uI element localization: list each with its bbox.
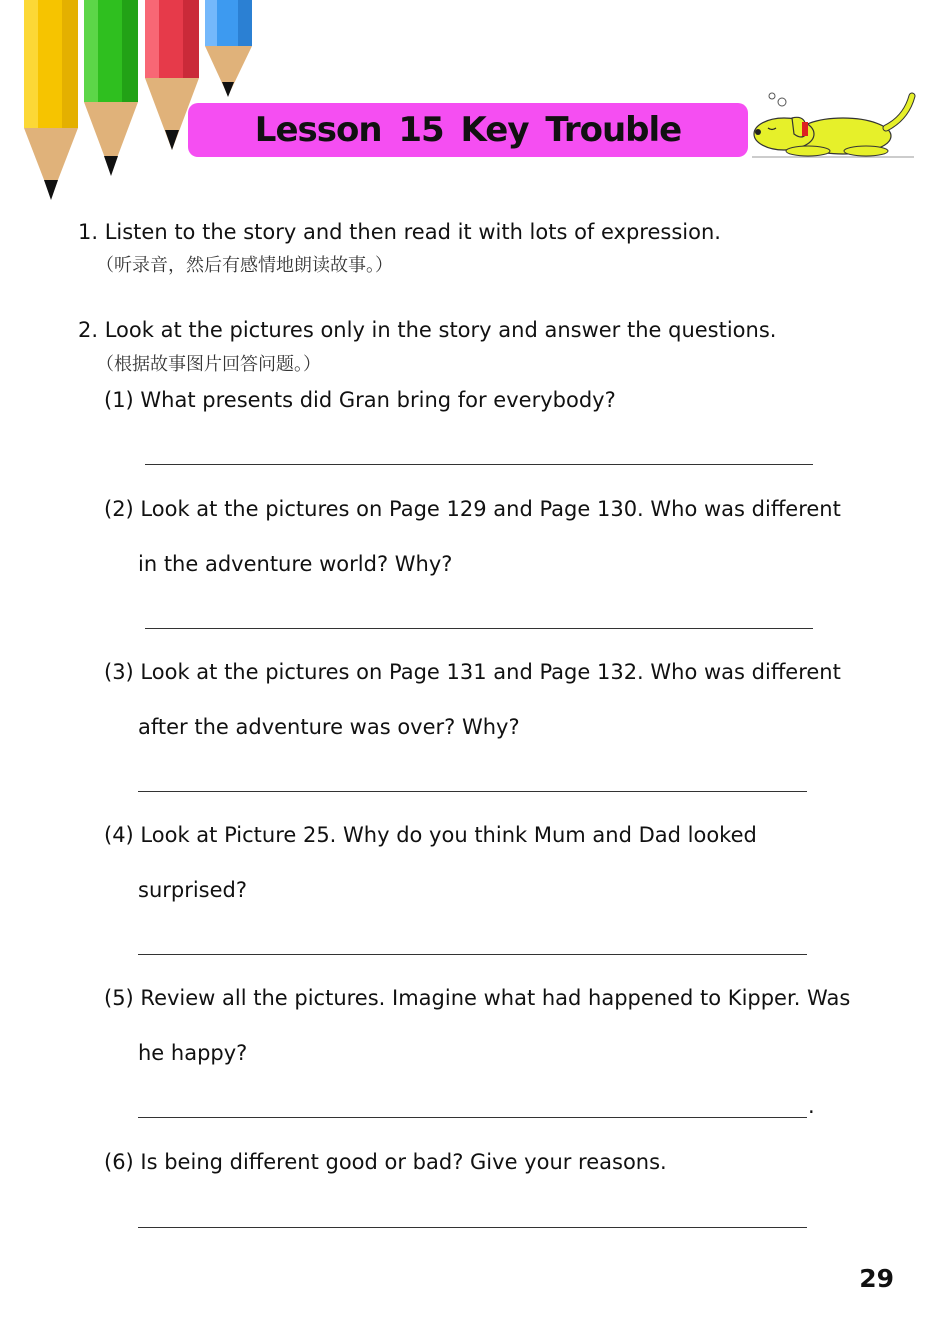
answer-line-4[interactable] xyxy=(138,954,807,955)
answer-line-3[interactable] xyxy=(138,791,807,792)
question-4: (4) Look at Picture 25. Why do you think Mum and Dad looked xyxy=(104,823,757,847)
blue-pencil-icon xyxy=(205,0,252,97)
yellow-pencil-icon xyxy=(24,0,78,200)
question-2: (2) Look at the pictures on Page 129 and Page 130. Who was different xyxy=(104,497,841,521)
instruction-1-chinese: （听录音，然后有感情地朗读故事。） xyxy=(96,255,393,276)
page-title: Lesson 15 Key Trouble xyxy=(254,110,682,150)
question-6: (6) Is being different good or bad? Give your reasons. xyxy=(104,1150,667,1174)
answer-line-5[interactable] xyxy=(138,1117,807,1118)
answer-line-1[interactable] xyxy=(145,464,813,465)
instruction-2-chinese: （根据故事图片回答问题。） xyxy=(96,354,321,375)
question-5: (5) Review all the pictures. Imagine what had happened to Kipper. Was xyxy=(104,986,851,1010)
instruction-1: 1. Listen to the story and then read it with lots of expression. xyxy=(78,220,721,244)
question-3-continued: after the adventure was over? Why? xyxy=(138,715,520,739)
question-1: (1) What presents did Gran bring for everybody? xyxy=(104,388,616,412)
question-2-continued: in the adventure world? Why? xyxy=(138,552,453,576)
green-pencil-icon xyxy=(84,0,138,176)
answer-line-5-period: . xyxy=(808,1094,815,1118)
title-banner xyxy=(188,103,748,157)
question-4-continued: surprised? xyxy=(138,878,248,902)
question-5-continued: he happy? xyxy=(138,1041,248,1065)
answer-line-6[interactable] xyxy=(138,1227,807,1228)
sleeping-dog-icon xyxy=(748,88,918,160)
instruction-2: 2. Look at the pictures only in the story and answer the questions. xyxy=(78,318,777,342)
question-3: (3) Look at the pictures on Page 131 and Page 132. Who was different xyxy=(104,660,841,684)
page-number: 29 xyxy=(859,1264,894,1293)
answer-line-2[interactable] xyxy=(145,628,813,629)
